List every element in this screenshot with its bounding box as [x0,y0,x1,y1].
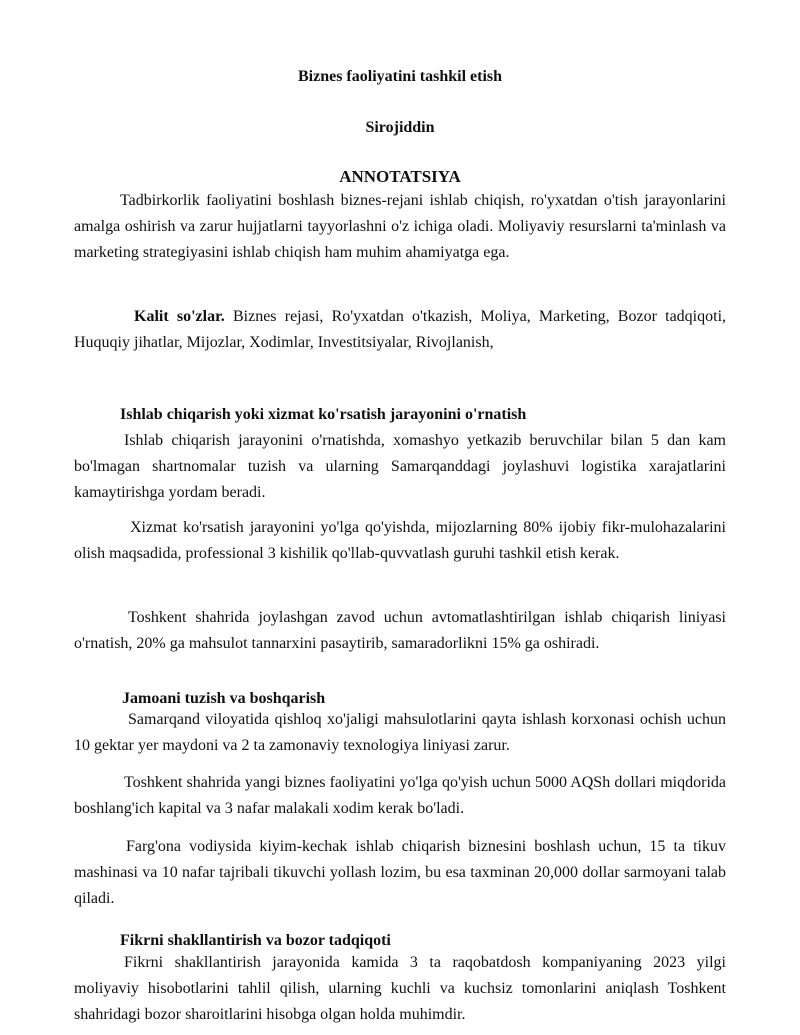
section-paragraph: Ishlab chiqarish jarayonini o'rnatishda, xomashyo yetkazib beruvchilar bilan 5 dan kam bo'lmagan shartnomalar tuzish va ularning Samarqanddagi joylashuvi logistika xarajatlarini kamaytirishga yordam beradi. [74,432,726,501]
document-title: Biznes faoliyatini tashkil etish [297,68,503,85]
keywords-text: Biznes rejasi, Ro'yxatdan o'tkazish, Moliya, Marketing, Bozor tadqiqoti, Huquqiy jihatlar, Mijozlar, Xodimlar, Investitsiyalar, Rivojlanish, [74,308,727,351]
section-heading-market-research: Fikrni shakllantirish va bozor tadqiqoti [120,932,391,949]
section-paragraph: Toshkent shahrida joylashgan zavod uchun avtomatlashtirilgan ishlab chiqarish liniyasi o'rnatish, 20% ga mahsulot tannarxini pasaytirib, samaradorlikni 15% ga oshiradi. [74,609,726,652]
section-paragraph: Toshkent shahrida yangi biznes faoliyatini yo'lga qo'yish uchun 5000 AQSh dollari miqdorida boshlang'ich kapital va 3 nafar malakali xodim kerak bo'ladi. [74,774,726,817]
section-paragraph: Xizmat ko'rsatish jarayonini yo'lga qo'yishda, mijozlarning 80% ijobiy fikr-mulohazalarini olish maqsadida, professional 3 kishilik qo'llab-quvvatlash guruhi tashkil etish kerak. [74,519,726,562]
section-paragraph: Farg'ona vodiysida kiyim-kechak ishlab chiqarish biznesini boshlash uchun, 15 ta tikuv mashinasi va 10 nafar tajribali tikuvchi yollash lozim, bu esa taxminan 20,000 dollar sarmoyani talab qiladi. [74,838,726,907]
annotation-heading: ANNOTATSIYA [339,167,461,186]
section-paragraph: Samarqand viloyatida qishloq xo'jaligi mahsulotlarini qayta ishlash korxonasi ochish uchun 10 gektar yer maydoni va 2 ta zamonaviy texnologiya liniyasi zarur. [74,711,726,754]
section-paragraph: Fikrni shakllantirish jarayonida kamida 3 ta raqobatdosh kompaniyaning 2023 yilgi moliyaviy hisobotlarini tahlil qilish, ularning kuchli va kuchsiz tomonlarini aniqlash Toshkent shahridagi bozor sharoitlarini hisobga olgan holda muhimdir. [74,954,726,1023]
keywords-paragraph [74,304,726,356]
section-heading-production: Ishlab chiqarish yoki xizmat ko'rsatish jarayonini o'rnatish [120,406,527,423]
annotation-paragraph: Tadbirkorlik faoliyatini boshlash biznes-rejani ishlab chiqish, ro'yxatdan o'tish jarayonlarini amalga oshirish va zarur hujjatlarni tayyorlashni o'z ichiga oladi. Moliyaviy resurslarni ta'minlash va marketing strategiyasini ishlab chiqish ham muhim ahamiyatga ega. [74,192,726,261]
section-heading-team: Jamoani tuzish va boshqarish [122,690,326,707]
keywords-label: Kalit so'zlar. [134,308,225,325]
author-name: Sirojiddin [365,119,435,136]
